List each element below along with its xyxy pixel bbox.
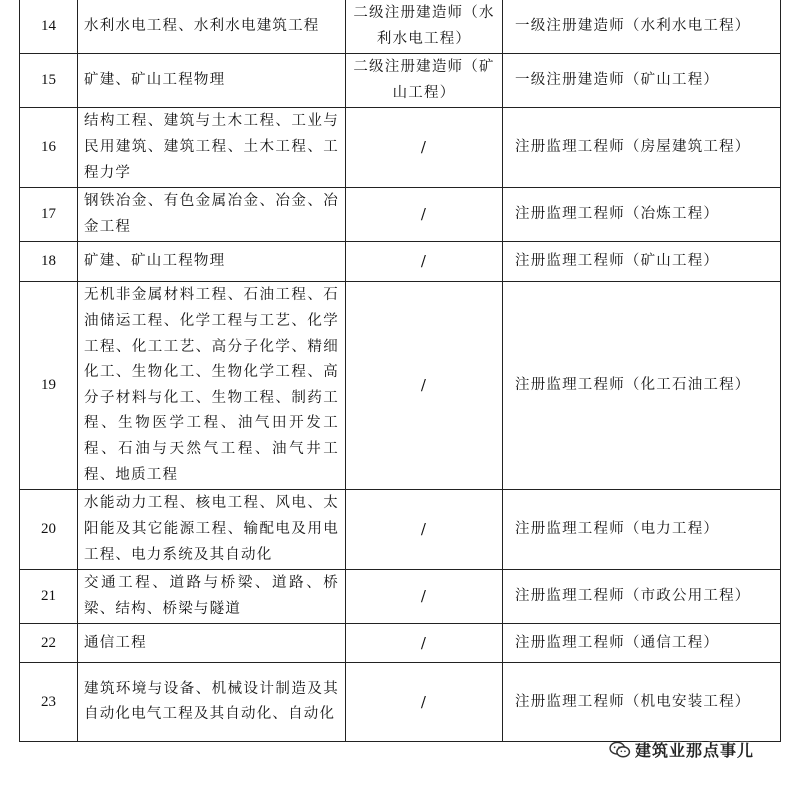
table-row bbox=[20, 54, 781, 108]
table-row bbox=[20, 108, 781, 188]
table-row bbox=[20, 490, 781, 570]
row-number: 18 bbox=[20, 242, 78, 282]
certificate: 注册监理工程师（冶炼工程） bbox=[503, 188, 781, 242]
certificate: 一级注册建造师（矿山工程） bbox=[503, 54, 781, 108]
table-row bbox=[20, 188, 781, 242]
row-number: 16 bbox=[20, 108, 78, 188]
major-list: 水利水电工程、水利水电建筑工程 bbox=[78, 0, 346, 54]
level2-requirement: / bbox=[346, 490, 503, 570]
level2-requirement: / bbox=[346, 282, 503, 490]
row-number: 17 bbox=[20, 188, 78, 242]
major-list: 通信工程 bbox=[78, 624, 346, 663]
row-number: 20 bbox=[20, 490, 78, 570]
table-row bbox=[20, 282, 781, 490]
row-number: 21 bbox=[20, 570, 78, 624]
row-number: 22 bbox=[20, 624, 78, 663]
level2-requirement: / bbox=[346, 624, 503, 663]
table-row bbox=[20, 663, 781, 742]
qualification-table bbox=[19, 0, 781, 742]
row-number: 23 bbox=[20, 663, 78, 742]
level2-requirement: / bbox=[346, 188, 503, 242]
row-number: 15 bbox=[20, 54, 78, 108]
major-list: 交通工程、道路与桥梁、道路、桥梁、结构、桥梁与隧道 bbox=[78, 570, 346, 624]
major-list: 无机非金属材料工程、石油工程、石油储运工程、化学工程与工艺、化学工程、化工工艺、高分子化学、精细化工、生物化工、生物化学工程、高分子材料与化工、生物工程、制药工程、生物医学工程、油气田开发工程、石油与天然气工程、油气井工程、地质工程 bbox=[78, 282, 346, 490]
certificate: 注册监理工程师（化工石油工程） bbox=[503, 282, 781, 490]
major-list: 建筑环境与设备、机械设计制造及其自动化电气工程及其自动化、自动化 bbox=[78, 663, 346, 742]
level2-requirement: / bbox=[346, 663, 503, 742]
certificate: 注册监理工程师（电力工程） bbox=[503, 490, 781, 570]
table-row bbox=[20, 624, 781, 663]
certificate: 注册监理工程师（市政公用工程） bbox=[503, 570, 781, 624]
wechat-icon bbox=[609, 741, 631, 759]
level2-requirement: / bbox=[346, 108, 503, 188]
major-list: 矿建、矿山工程物理 bbox=[78, 54, 346, 108]
certificate: 一级注册建造师（水利水电工程） bbox=[503, 0, 781, 54]
table-row bbox=[20, 0, 781, 54]
watermark bbox=[609, 738, 754, 761]
certificate: 注册监理工程师（机电安装工程） bbox=[503, 663, 781, 742]
certificate: 注册监理工程师（矿山工程） bbox=[503, 242, 781, 282]
level2-requirement: 二级注册建造师（水利水电工程） bbox=[346, 0, 503, 54]
level2-requirement: / bbox=[346, 570, 503, 624]
major-list: 钢铁冶金、有色金属冶金、冶金、冶金工程 bbox=[78, 188, 346, 242]
row-number: 14 bbox=[20, 0, 78, 54]
level2-requirement: 二级注册建造师（矿山工程） bbox=[346, 54, 503, 108]
table-row bbox=[20, 242, 781, 282]
level2-requirement: / bbox=[346, 242, 503, 282]
major-list: 水能动力工程、核电工程、风电、太阳能及其它能源工程、输配电及用电工程、电力系统及其自动化 bbox=[78, 490, 346, 570]
certificate: 注册监理工程师（通信工程） bbox=[503, 624, 781, 663]
watermark-text: 建筑业那点事儿 bbox=[635, 741, 755, 760]
row-number: 19 bbox=[20, 282, 78, 490]
certificate: 注册监理工程师（房屋建筑工程） bbox=[503, 108, 781, 188]
major-list: 矿建、矿山工程物理 bbox=[78, 242, 346, 282]
major-list: 结构工程、建筑与土木工程、工业与民用建筑、建筑工程、土木工程、工程力学 bbox=[78, 108, 346, 188]
table-row bbox=[20, 570, 781, 624]
